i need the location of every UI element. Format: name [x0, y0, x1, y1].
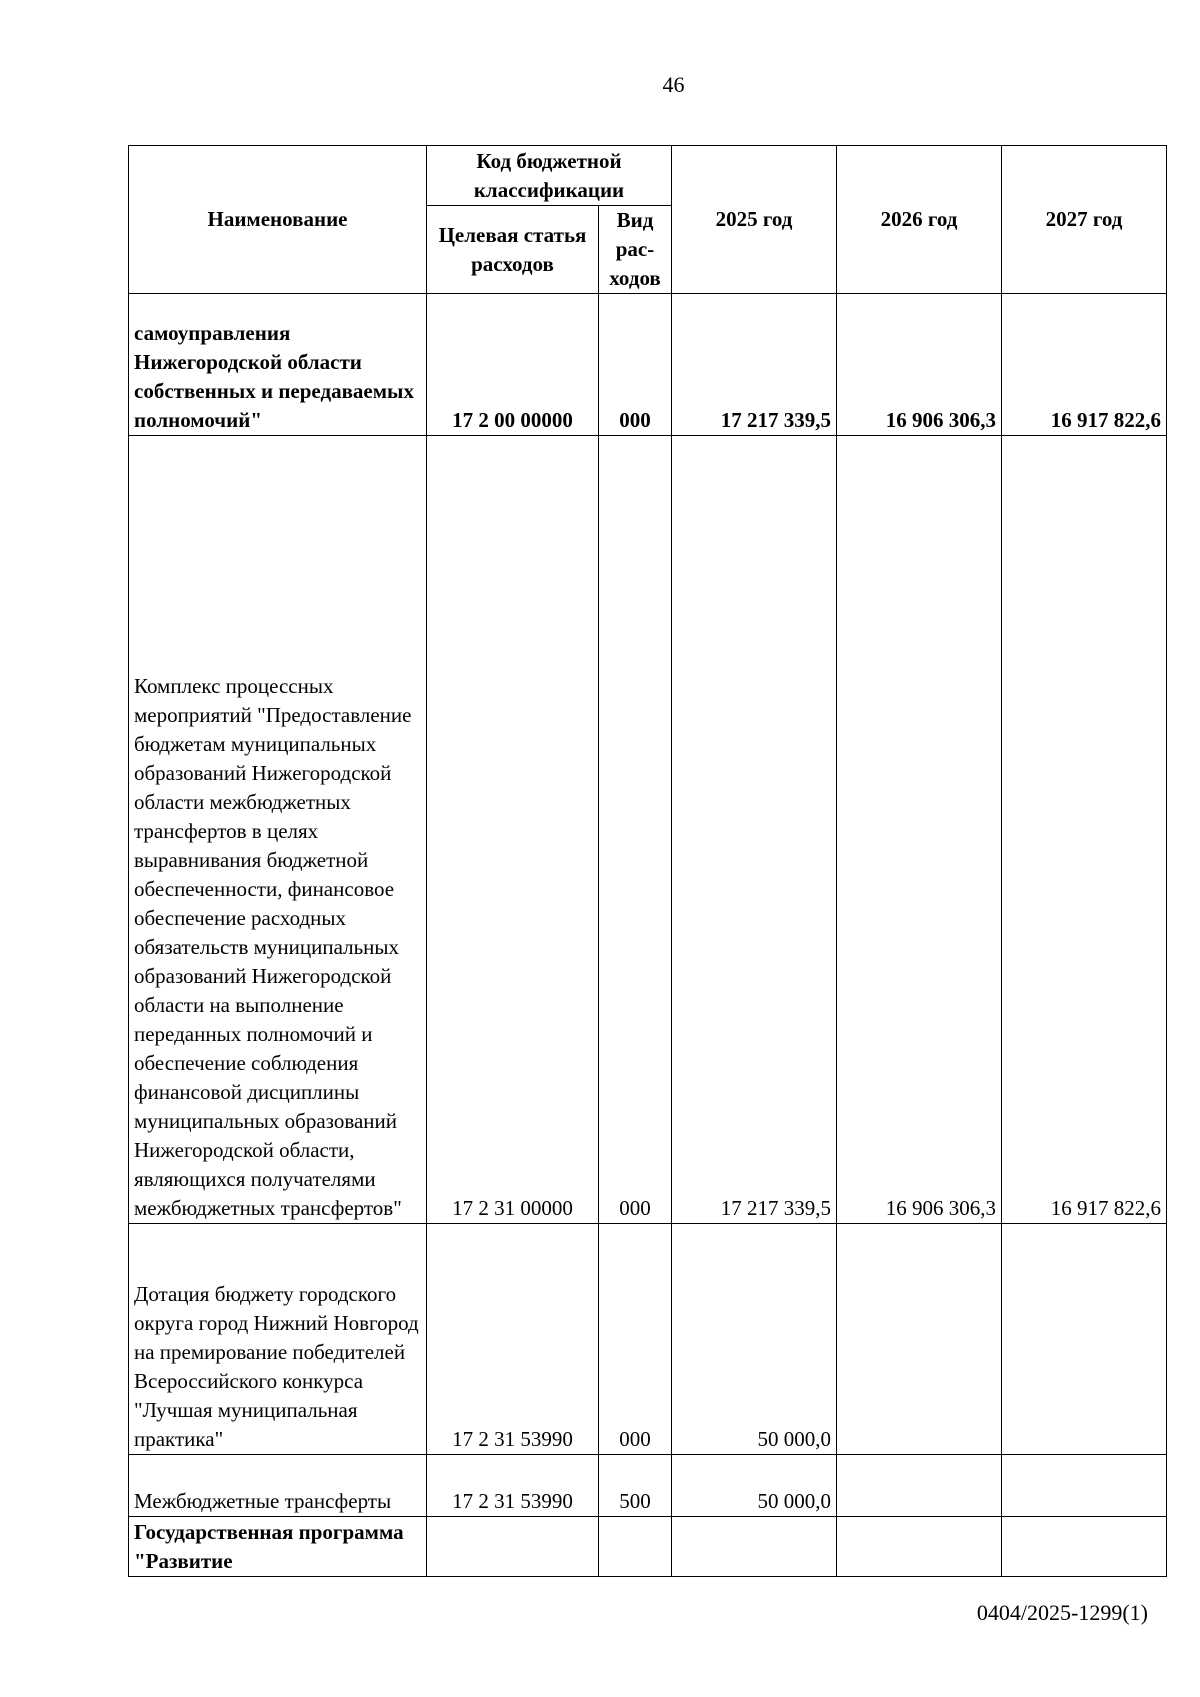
document-code: 0404/2025-1299(1)	[976, 1600, 1148, 1625]
budget-table	[128, 145, 1167, 1577]
row-expense-type	[599, 1517, 672, 1577]
row-2026	[837, 1224, 1002, 1455]
table-row	[129, 1224, 1167, 1455]
header-target-article: Целевая статья расходов	[427, 206, 599, 294]
page-number: 46	[662, 72, 685, 97]
header-bk-group: Код бюджетной классификации	[427, 146, 672, 206]
row-2027: 16 917 822,6	[1002, 436, 1167, 1224]
row-name: Комплекс процессных мероприятий "Предоставление бюджетам муниципальных образований Нижегородской области межбюджетных трансфертов в целях выравнивания бюджетной обеспеченности, финансовое обеспечение расходных обязательств муниципальных образований Нижегородской области на выполнение переданных полномочий и обеспечение соблюдения финансовой дисциплины муниципальных образований Нижегородской области, являющихся получателями межбюджетных трансфертов"	[129, 436, 427, 1224]
row-name: Государственная программа "Развитие	[129, 1517, 427, 1577]
header-name: Наименование	[129, 146, 427, 294]
header-year-2026: 2026 год	[837, 146, 1002, 294]
row-name: Дотация бюджету городского округа город Нижний Новгород на премирование победителей Всероссийского конкурса "Лучшая муниципальная практика"	[129, 1224, 427, 1455]
row-target-article: 17 2 31 00000	[427, 436, 599, 1224]
row-2027	[1002, 1517, 1167, 1577]
row-2025: 17 217 339,5	[672, 294, 837, 436]
row-target-article: 17 2 31 53990	[427, 1224, 599, 1455]
table-row	[129, 1517, 1167, 1577]
row-target-article	[427, 1517, 599, 1577]
row-2025	[672, 1517, 837, 1577]
header-year-2027: 2027 год	[1002, 146, 1167, 294]
row-name: Межбюджетные трансферты	[129, 1455, 427, 1517]
row-target-article: 17 2 00 00000	[427, 294, 599, 436]
row-2025: 50 000,0	[672, 1224, 837, 1455]
row-2027	[1002, 1224, 1167, 1455]
row-expense-type: 000	[599, 436, 672, 1224]
table-header-row	[129, 146, 1167, 206]
row-2025: 50 000,0	[672, 1455, 837, 1517]
row-target-article: 17 2 31 53990	[427, 1455, 599, 1517]
row-expense-type: 000	[599, 1224, 672, 1455]
row-2026	[837, 1455, 1002, 1517]
row-2027	[1002, 1455, 1167, 1517]
row-expense-type: 000	[599, 294, 672, 436]
row-2026	[837, 1517, 1002, 1577]
row-2027: 16 917 822,6	[1002, 294, 1167, 436]
row-expense-type: 500	[599, 1455, 672, 1517]
row-2026: 16 906 306,3	[837, 436, 1002, 1224]
table-row	[129, 1455, 1167, 1517]
header-expense-type: Вид рас-ходов	[599, 206, 672, 294]
header-year-2025: 2025 год	[672, 146, 837, 294]
row-2026: 16 906 306,3	[837, 294, 1002, 436]
row-2025: 17 217 339,5	[672, 436, 837, 1224]
table-row	[129, 436, 1167, 1224]
table-row	[129, 294, 1167, 436]
row-name: самоуправления Нижегородской области собственных и передаваемых полномочий"	[129, 294, 427, 436]
